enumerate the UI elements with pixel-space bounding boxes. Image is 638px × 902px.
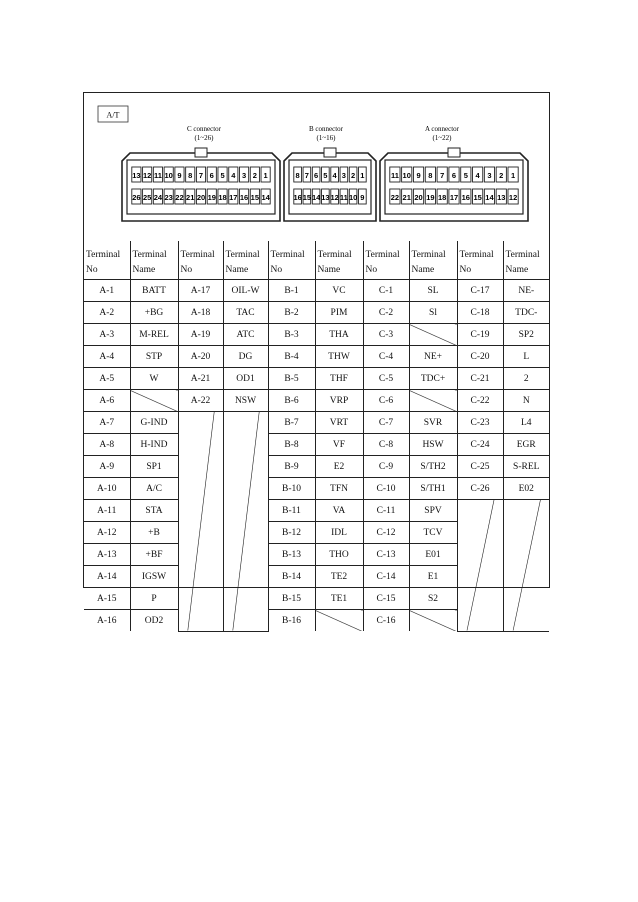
connector-range: (1~22) — [432, 134, 452, 142]
pin-number: 10 — [348, 193, 358, 202]
table-row — [84, 324, 549, 346]
pin-number: 20 — [414, 193, 423, 202]
terminal-name-cell: A/C — [130, 478, 178, 500]
terminal-no-cell: C-20 — [457, 346, 503, 368]
pin-number: 2 — [252, 171, 257, 180]
pin-number: 1 — [360, 171, 365, 180]
terminal-name-cell: TDC- — [503, 302, 549, 324]
terminal-no-cell: C-26 — [457, 478, 503, 500]
terminal-no-cell: B-6 — [268, 390, 315, 412]
pin-number: 22 — [390, 193, 400, 202]
terminal-name-cell: VC — [315, 280, 363, 302]
pin-number: 20 — [196, 193, 206, 202]
terminal-name-cell: TFN — [315, 478, 363, 500]
terminal-no-cell: C-3 — [363, 324, 409, 346]
terminal-no-cell: C-18 — [457, 302, 503, 324]
terminal-no-cell: B-7 — [268, 412, 315, 434]
subheader-cell: Name — [223, 260, 268, 280]
terminal-no-cell: B-10 — [268, 478, 315, 500]
pin-number: 21 — [186, 193, 195, 202]
pin-number: 5 — [323, 171, 328, 180]
terminal-no-cell: C-1 — [363, 280, 409, 302]
table-row — [84, 390, 549, 412]
pin-number: 10 — [164, 171, 173, 180]
terminal-name-cell: THA — [315, 324, 363, 346]
terminal-no-cell: A-1 — [84, 280, 130, 302]
terminal-name-cell: 2 — [503, 368, 549, 390]
pin-number: 17 — [449, 193, 459, 202]
pin-number: 4 — [475, 171, 480, 180]
terminal-no-cell: C-19 — [457, 324, 503, 346]
empty-cell — [409, 610, 457, 632]
empty-cell — [409, 324, 457, 346]
terminal-name-cell: IGSW — [130, 566, 178, 588]
at-label: A/T — [106, 110, 120, 120]
header-cell: Terminal — [315, 241, 363, 260]
terminal-no-cell: C-8 — [363, 434, 409, 456]
terminal-name-cell: BATT — [130, 280, 178, 302]
pin-number: 12 — [142, 171, 152, 180]
terminal-no-cell: A-3 — [84, 324, 130, 346]
terminal-no-cell: C-22 — [457, 390, 503, 412]
terminal-name-cell: +B — [130, 522, 178, 544]
terminal-no-cell: B-1 — [268, 280, 315, 302]
connector-name: B connector — [308, 125, 344, 133]
pin-number: 14 — [485, 193, 494, 202]
subheader-cell: No — [84, 260, 130, 280]
terminal-name-cell: SPV — [409, 500, 457, 522]
pin-number: 13 — [132, 171, 141, 180]
terminal-name-cell: NE- — [503, 280, 549, 302]
terminal-name-cell: L — [503, 346, 549, 368]
terminal-name-cell: EGR — [503, 434, 549, 456]
terminal-name-cell: Sl — [409, 302, 457, 324]
terminal-name-cell: THW — [315, 346, 363, 368]
pin-number: 7 — [198, 171, 204, 180]
pin-number: 2 — [499, 171, 504, 180]
terminal-name-cell: VF — [315, 434, 363, 456]
terminal-name-cell: PIM — [315, 302, 363, 324]
subheader-cell: Name — [130, 260, 178, 280]
terminal-no-cell: C-23 — [457, 412, 503, 434]
pin-number: 10 — [402, 171, 411, 180]
pin-number: 23 — [164, 193, 173, 202]
terminal-no-cell: B-5 — [268, 368, 315, 390]
pin-number: 3 — [341, 171, 346, 180]
terminal-no-cell: A-7 — [84, 412, 130, 434]
header-cell: Terminal — [457, 241, 503, 260]
terminal-no-cell: A-17 — [178, 280, 223, 302]
empty-cell — [130, 390, 178, 412]
subheader-cell: No — [363, 260, 409, 280]
terminal-no-cell: B-11 — [268, 500, 315, 522]
terminal-name-cell: TAC — [223, 302, 268, 324]
terminal-name-cell: SL — [409, 280, 457, 302]
terminal-name-cell: E01 — [409, 544, 457, 566]
terminal-no-cell: B-12 — [268, 522, 315, 544]
subheader-cell: No — [457, 260, 503, 280]
terminal-no-cell: B-14 — [268, 566, 315, 588]
terminal-no-cell: C-17 — [457, 280, 503, 302]
pin-number: 15 — [302, 193, 312, 202]
pin-number: 6 — [314, 171, 319, 180]
table-row — [84, 280, 549, 302]
terminal-no-cell: A-8 — [84, 434, 130, 456]
subheader-cell: No — [178, 260, 223, 280]
terminal-no-cell: B-8 — [268, 434, 315, 456]
terminal-name-cell: OD2 — [130, 610, 178, 632]
pin-number: 16 — [239, 193, 249, 202]
table-header-row — [84, 241, 549, 260]
connector-face — [385, 160, 523, 214]
table-row — [84, 346, 549, 368]
pin-number: 25 — [142, 193, 152, 202]
terminal-name-cell: OIL-W — [223, 280, 268, 302]
pin-number: 14 — [311, 193, 321, 202]
terminal-name-cell: OD1 — [223, 368, 268, 390]
pin-number: 4 — [231, 171, 236, 180]
pin-number: 11 — [339, 193, 348, 202]
terminal-name-cell: VRT — [315, 412, 363, 434]
pin-number: 19 — [426, 193, 435, 202]
terminal-name-cell: E2 — [315, 456, 363, 478]
pin-number: 19 — [207, 193, 216, 202]
header-cell: Terminal — [363, 241, 409, 260]
terminal-no-cell: C-7 — [363, 412, 409, 434]
pin-number: 16 — [461, 193, 470, 202]
pin-number: 13 — [321, 193, 330, 202]
pin-number: 2 — [351, 171, 356, 180]
pin-number: 7 — [440, 171, 445, 180]
pin-number: 8 — [295, 171, 300, 180]
pin-number: 15 — [473, 193, 482, 202]
terminal-name-cell: S/TH2 — [409, 456, 457, 478]
terminal-no-cell: C-24 — [457, 434, 503, 456]
terminal-no-cell: A-13 — [84, 544, 130, 566]
table-row — [84, 478, 549, 500]
pin-number: 6 — [451, 171, 457, 180]
connector-range: (1~26) — [194, 134, 214, 142]
connector-1 — [284, 125, 376, 221]
table-row — [84, 500, 549, 522]
terminal-name-cell: NE+ — [409, 346, 457, 368]
pin-number: 15 — [250, 193, 260, 202]
connector-name: C connector — [186, 125, 222, 133]
terminal-no-cell: A-22 — [178, 390, 223, 412]
terminal-no-cell: B-15 — [268, 588, 315, 610]
terminal-no-cell: C-12 — [363, 522, 409, 544]
terminal-no-cell: A-16 — [84, 610, 130, 632]
header-cell: Terminal — [223, 241, 268, 260]
terminal-name-cell: NSW — [223, 390, 268, 412]
connector-2 — [380, 125, 528, 221]
terminal-name-cell: H-IND — [130, 434, 178, 456]
header-cell: Terminal — [268, 241, 315, 260]
terminal-no-cell: C-4 — [363, 346, 409, 368]
empty-cell — [315, 610, 363, 632]
pin-number: 17 — [229, 193, 238, 202]
terminal-name-cell: THO — [315, 544, 363, 566]
terminal-no-cell: B-13 — [268, 544, 315, 566]
terminal-no-cell: A-4 — [84, 346, 130, 368]
terminal-name-cell: S/TH1 — [409, 478, 457, 500]
pin-number: 12 — [508, 193, 518, 202]
table-row — [84, 368, 549, 390]
terminal-no-cell: A-2 — [84, 302, 130, 324]
terminal-name-cell: W — [130, 368, 178, 390]
terminal-name-cell: M-REL — [130, 324, 178, 346]
terminal-name-cell: VA — [315, 500, 363, 522]
terminal-no-cell: A-18 — [178, 302, 223, 324]
pin-number: 5 — [220, 171, 225, 180]
terminal-name-cell: SP1 — [130, 456, 178, 478]
terminal-no-cell: A-6 — [84, 390, 130, 412]
pin-number: 8 — [428, 171, 433, 180]
pin-number: 4 — [332, 171, 337, 180]
subheader-cell: Name — [503, 260, 549, 280]
header-cell: Terminal — [178, 241, 223, 260]
table-subheader-row — [84, 260, 549, 280]
terminal-no-cell: A-5 — [84, 368, 130, 390]
terminal-no-cell: C-15 — [363, 588, 409, 610]
pin-number: 18 — [438, 193, 447, 202]
terminal-name-cell: IDL — [315, 522, 363, 544]
pin-number: 7 — [304, 171, 309, 180]
table-row — [84, 434, 549, 456]
terminal-no-cell: C-5 — [363, 368, 409, 390]
terminal-name-cell: +BG — [130, 302, 178, 324]
header-cell: Terminal — [130, 241, 178, 260]
connector-face — [127, 160, 275, 214]
terminal-no-cell: C-21 — [457, 368, 503, 390]
pin-number: 12 — [330, 193, 339, 202]
connector-body — [122, 153, 280, 221]
terminal-no-cell: B-16 — [268, 610, 315, 632]
terminal-no-cell: C-11 — [363, 500, 409, 522]
terminal-name-cell: ATC — [223, 324, 268, 346]
terminal-no-cell: B-9 — [268, 456, 315, 478]
connector-name: A connector — [424, 125, 460, 133]
terminal-name-cell: L4 — [503, 412, 549, 434]
table-row — [84, 412, 549, 434]
connector-body — [284, 153, 376, 221]
terminal-no-cell: A-11 — [84, 500, 130, 522]
pin-number: 18 — [218, 193, 227, 202]
pin-number: 13 — [497, 193, 506, 202]
terminal-name-cell: N — [503, 390, 549, 412]
terminal-name-cell: E02 — [503, 478, 549, 500]
pin-number: 14 — [261, 193, 270, 202]
header-cell: Terminal — [84, 241, 130, 260]
terminal-no-cell: A-19 — [178, 324, 223, 346]
connector-latch — [448, 148, 460, 157]
pin-number: 3 — [241, 171, 247, 180]
empty-cell — [503, 500, 549, 632]
table-row — [84, 302, 549, 324]
pin-number: 1 — [511, 171, 516, 180]
pin-number: 8 — [188, 171, 193, 180]
pin-number: 26 — [132, 193, 141, 202]
pin-number: 11 — [390, 171, 399, 180]
subheader-cell: Name — [409, 260, 457, 280]
terminal-name-cell: +BF — [130, 544, 178, 566]
terminal-no-cell: C-14 — [363, 566, 409, 588]
header-cell: Terminal — [409, 241, 457, 260]
terminal-no-cell: C-6 — [363, 390, 409, 412]
pin-number: 21 — [402, 193, 411, 202]
terminal-no-cell: A-21 — [178, 368, 223, 390]
table-row — [84, 456, 549, 478]
pin-number: 22 — [175, 193, 184, 202]
terminal-name-cell: STA — [130, 500, 178, 522]
terminal-no-cell: A-10 — [84, 478, 130, 500]
terminal-name-cell: TCV — [409, 522, 457, 544]
terminal-name-cell: S2 — [409, 588, 457, 610]
connector-range: (1~16) — [316, 134, 336, 142]
terminal-no-cell: B-4 — [268, 346, 315, 368]
pin-number: 11 — [153, 171, 162, 180]
pin-number: 9 — [416, 171, 421, 180]
terminal-name-cell: S-REL — [503, 456, 549, 478]
terminal-name-cell: SP2 — [503, 324, 549, 346]
terminal-no-cell: A-9 — [84, 456, 130, 478]
pinout-document — [83, 92, 550, 626]
terminal-no-cell: C-13 — [363, 544, 409, 566]
terminal-no-cell: C-25 — [457, 456, 503, 478]
subheader-cell: No — [268, 260, 315, 280]
terminal-name-cell: STP — [130, 346, 178, 368]
terminal-no-cell: A-20 — [178, 346, 223, 368]
pin-number: 6 — [209, 171, 214, 180]
terminal-no-cell: C-9 — [363, 456, 409, 478]
terminal-name-cell: TE2 — [315, 566, 363, 588]
terminal-no-cell: A-14 — [84, 566, 130, 588]
terminal-name-cell: E1 — [409, 566, 457, 588]
empty-cell — [223, 412, 268, 632]
pin-number: 24 — [153, 193, 163, 202]
terminal-no-cell: C-10 — [363, 478, 409, 500]
connector-0 — [122, 125, 280, 221]
empty-cell — [409, 390, 457, 412]
terminal-name-cell: G-IND — [130, 412, 178, 434]
terminal-no-cell: A-15 — [84, 588, 130, 610]
empty-cell — [457, 500, 503, 632]
pin-number: 9 — [360, 193, 365, 202]
terminal-no-cell: A-12 — [84, 522, 130, 544]
connector-diagram — [84, 93, 549, 241]
terminal-no-cell: C-2 — [363, 302, 409, 324]
connector-latch — [324, 148, 336, 157]
terminal-name-cell: VRP — [315, 390, 363, 412]
pin-number: 16 — [293, 193, 302, 202]
terminal-name-cell: THF — [315, 368, 363, 390]
terminal-no-cell: C-16 — [363, 610, 409, 632]
connector-body — [380, 153, 528, 221]
connector-latch — [195, 148, 207, 157]
terminal-name-cell: TE1 — [315, 588, 363, 610]
terminal-name-cell: HSW — [409, 434, 457, 456]
pin-number: 5 — [463, 171, 468, 180]
terminal-name-cell: P — [130, 588, 178, 610]
pin-number: 9 — [177, 171, 182, 180]
terminal-table — [84, 241, 549, 632]
empty-cell — [178, 412, 223, 632]
pin-number: 3 — [487, 171, 492, 180]
terminal-name-cell: SVR — [409, 412, 457, 434]
pin-number: 1 — [263, 171, 268, 180]
subheader-cell: Name — [315, 260, 363, 280]
terminal-name-cell: DG — [223, 346, 268, 368]
header-cell: Terminal — [503, 241, 549, 260]
terminal-name-cell: TDC+ — [409, 368, 457, 390]
terminal-no-cell: B-2 — [268, 302, 315, 324]
terminal-no-cell: B-3 — [268, 324, 315, 346]
